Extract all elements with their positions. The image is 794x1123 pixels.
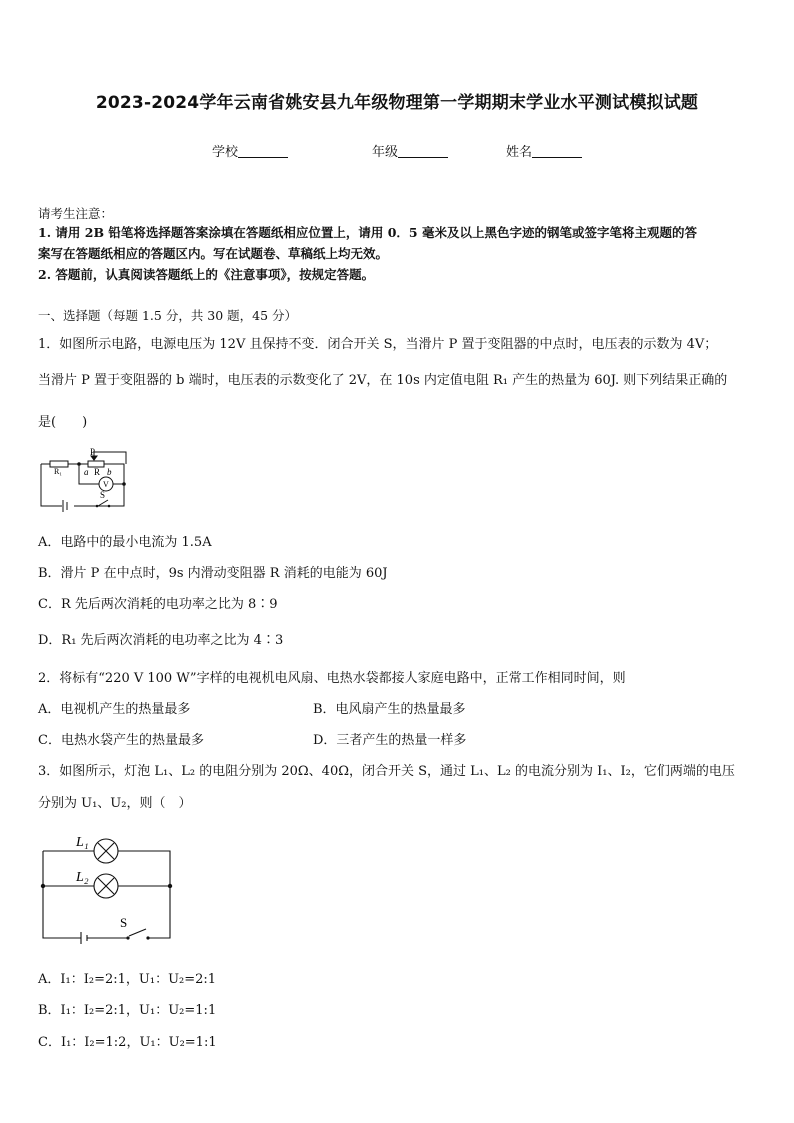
q1-label-b: b (107, 467, 112, 477)
grade-label: 年级 (372, 145, 399, 160)
q3-option-c: C．I₁：I₂=1:2，U₁：U₂=1:1 (38, 1035, 217, 1050)
q1-line-3: 是( ) (38, 415, 88, 430)
grade-field (372, 141, 448, 160)
q1-label-a: a (84, 467, 89, 477)
school-label: 学校 (212, 145, 239, 160)
school-blank (238, 145, 288, 158)
q2-option-d: D．三者产生的热量一样多 (313, 733, 467, 748)
name-blank (532, 145, 582, 158)
q3-label-l1: L₁ (76, 835, 89, 850)
q3-line-2: 分别为 U₁、U₂，则（ ） (38, 796, 192, 811)
notice-heading: 请考生注意： (38, 206, 114, 221)
notice-line-1: 1. 请用 2B 铅笔将选择题答案涂填在答题纸相应位置上，请用 0．5 毫米及以上黑色字迹的钢笔或签字笔将主观题的答 (38, 225, 697, 240)
school-field (212, 141, 288, 160)
q2-line-1: 2．将标有“220 V 100 W”字样的电视机电风扇、电热水袋都接人家庭电路中，正常工作相同时间，则 (38, 671, 626, 686)
q1-label-p: P (90, 447, 96, 457)
notice-line-2: 2. 答题前，认真阅读答题纸上的《注意事项》，按规定答题。 (38, 267, 375, 282)
name-label: 姓名 (506, 145, 533, 160)
notice-line-1b: 案写在答题纸相应的答题区内。写在试题卷、草稿纸上均无效。 (38, 246, 389, 261)
q2-option-b: B．电风扇产生的热量最多 (313, 702, 466, 717)
name-field (506, 141, 582, 160)
q3-option-b: B．I₁：I₂=2:1，U₁：U₂=1:1 (38, 1003, 217, 1018)
q1-label-s: S (100, 490, 106, 500)
q3-circuit-diagram (38, 828, 178, 948)
q3-label-s: S (120, 915, 128, 930)
q1-option-b: B．滑片 P 在中点时，9s 内滑动变阻器 R 消耗的电能为 60J (38, 566, 388, 581)
q3-option-a: A．I₁：I₂=2:1，U₁：U₂=2:1 (38, 972, 217, 987)
q3-label-l2: L₂ (76, 870, 89, 885)
q1-option-c: C．R 先后两次消耗的电功率之比为 8∶9 (38, 597, 278, 612)
q1-label-r: R (94, 467, 101, 477)
q1-label-v: V (103, 480, 109, 489)
q3-line-1: 3．如图所示，灯泡 L₁、L₂ 的电阻分别为 20Ω、40Ω，闭合开关 S，通过 L₁、L₂ 的电流分别为 I₁、I₂，它们两端的电压 (38, 764, 735, 779)
q1-label-r1: R₁ (54, 467, 63, 476)
q2-option-a: A．电视机产生的热量最多 (38, 702, 191, 717)
q1-circuit-diagram (38, 444, 138, 520)
q1-line-1: 1．如图所示电路，电源电压为 12V 且保持不变．闭合开关 S，当滑片 P 置于变阻器的中点时，电压表的示数为 4V； (38, 337, 718, 352)
grade-blank (398, 145, 448, 158)
page-title: 2023-2024学年云南省姚安县九年级物理第一学期期末学业水平测试模拟试题 (95, 93, 699, 113)
q1-option-d: D．R₁ 先后两次消耗的电功率之比为 4∶3 (38, 633, 284, 648)
q2-option-c: C．电热水袋产生的热量最多 (38, 733, 204, 748)
q1-line-2: 当滑片 P 置于变阻器的 b 端时，电压表的示数变化了 2V，在 10s 内定值电阻 R₁ 产生的热量为 60J. 则下列结果正确的 (38, 373, 728, 388)
q1-option-a: A．电路中的最小电流为 1.5A (38, 535, 212, 550)
section-heading: 一、选择题（每题 1.5 分，共 30 题，45 分） (38, 308, 298, 323)
